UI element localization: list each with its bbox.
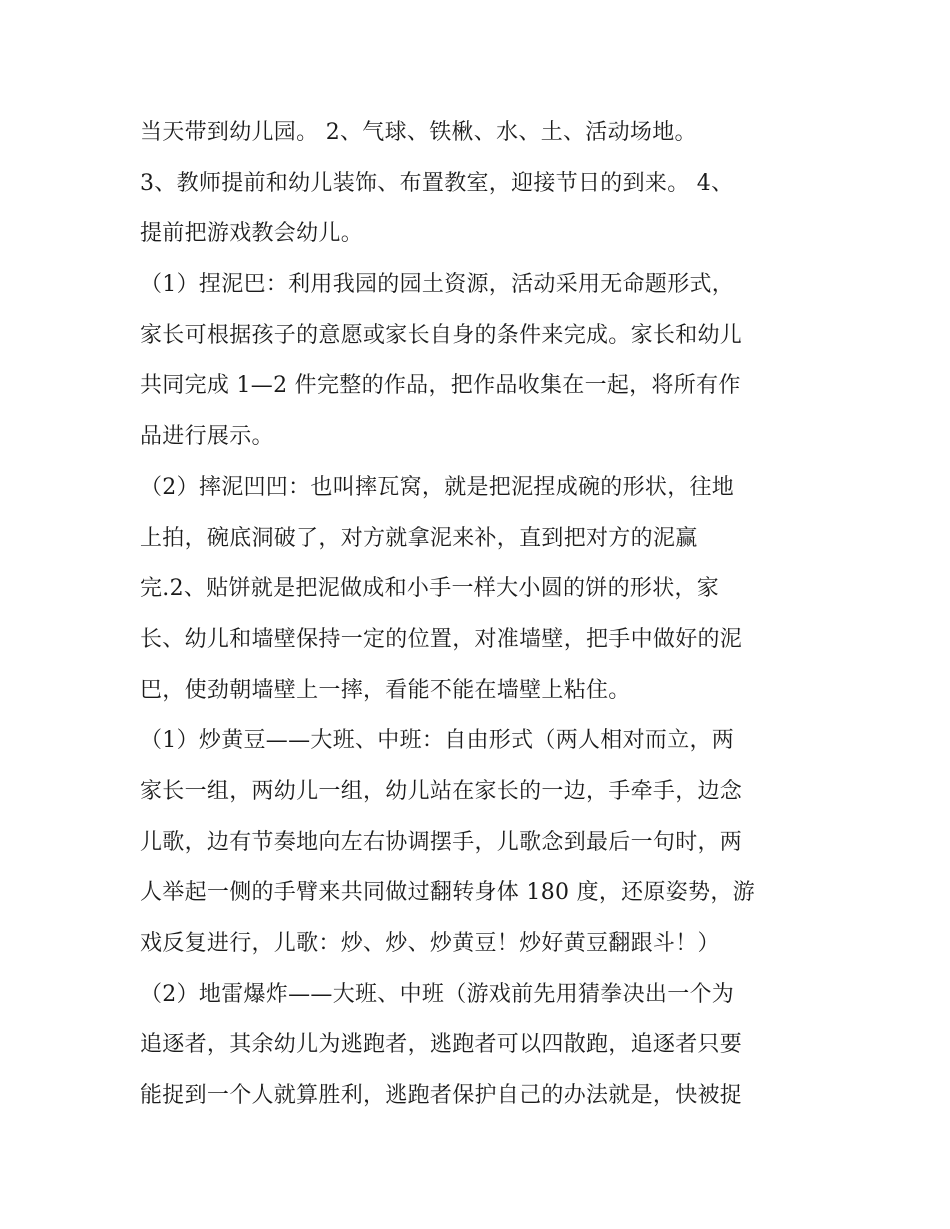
text-line: 能捉到一个人就算胜利，逃跑者保护自己的办法就是，快被捉 <box>140 1083 743 1109</box>
text-line: 追逐者，其余幼儿为逃跑者，逃跑者可以四散跑，追逐者只要 <box>140 1032 743 1058</box>
text-line: （1）炒黄豆——大班、中班：自由形式（两人相对而立，两 <box>140 728 735 754</box>
text-line: 长、幼儿和墙壁保持一定的位置，对准墙壁，把手中做好的泥 <box>140 626 743 652</box>
text-line: 上拍，碗底洞破了，对方就拿泥来补，直到把对方的泥赢 <box>140 525 698 551</box>
text-line: 巴，使劲朝墙壁上一摔，看能不能在墙壁上粘住。 <box>140 677 631 703</box>
text-line: （2）地雷爆炸——大班、中班（游戏前先用猜拳决出一个为 <box>140 981 735 1007</box>
text-line: 提前把游戏教会幼儿。 <box>140 221 364 247</box>
document-body <box>140 108 830 1122</box>
text-line: 家长一组，两幼儿一组，幼儿站在家长的一边，手牵手，边念 <box>140 778 743 804</box>
text-line: 家长可根据孩子的意愿或家长自身的条件来完成。家长和幼儿 <box>140 322 743 348</box>
text-line: 儿歌，边有节奏地向左右协调摆手，儿歌念到最后一句时，两 <box>140 829 743 855</box>
text-line: 当天带到幼儿园。 2、气球、铁楸、水、土、活动场地。 <box>140 120 697 145</box>
text-line: 完.2、贴饼就是把泥做成和小手一样大小圆的饼的形状，家 <box>140 576 720 602</box>
text-line: 人举起一侧的手臂来共同做过翻转身体 180 度，还原姿势，游 <box>140 880 755 906</box>
text-line: 3、教师提前和幼儿装饰、布置教室，迎接节日的到来。 4、 <box>140 170 734 196</box>
text-line: 品进行展示。 <box>140 424 274 450</box>
text-line: 戏反复进行，儿歌：炒、炒、炒黄豆！炒好黄豆翻跟斗！） <box>140 931 720 956</box>
text-line: （2）摔泥凹凹：也叫摔瓦窝，就是把泥捏成碗的形状，往地 <box>140 474 735 500</box>
text-line: （1）捏泥巴：利用我园的园土资源，活动采用无命题形式， <box>140 272 735 298</box>
text-line: 共同完成 1—2 件完整的作品，把作品收集在一起，将所有作 <box>140 373 741 399</box>
